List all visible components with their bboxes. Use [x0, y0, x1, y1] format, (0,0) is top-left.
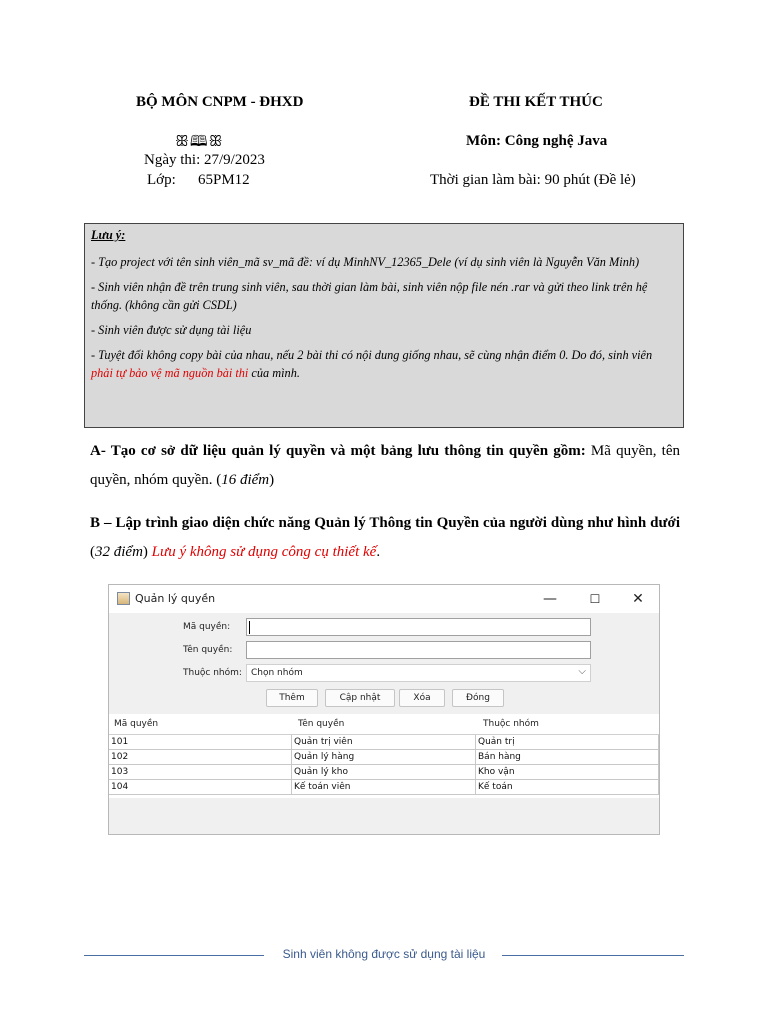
- column-header-ten-quyen[interactable]: Tên quyền: [298, 719, 345, 729]
- table-cell: Kế toán: [476, 780, 659, 795]
- section-a-close: ): [269, 472, 275, 488]
- chevron-down-icon: ⌵: [578, 666, 586, 677]
- ten-quyen-label: Tên quyền:: [183, 645, 233, 655]
- column-header-ma-quyen[interactable]: Mã quyền: [114, 719, 159, 729]
- thuoc-nhom-value: Chọn nhóm: [251, 668, 303, 678]
- them-button[interactable]: Thêm: [266, 689, 318, 707]
- column-header-thuoc-nhom[interactable]: Thuộc nhóm: [483, 719, 539, 729]
- note-item: - Sinh viên được sử dụng tài liệu: [91, 323, 252, 337]
- window-title: Quản lý quyền: [135, 592, 216, 605]
- section-b-points: 32 điểm: [95, 544, 143, 560]
- app-window: [108, 584, 660, 835]
- minimize-button[interactable]: —: [543, 591, 557, 607]
- table-cell: Kho vận: [476, 765, 659, 780]
- section-b-close: ): [142, 544, 148, 560]
- table-body: [109, 735, 659, 798]
- table-header: [109, 714, 659, 735]
- dong-button[interactable]: Đóng: [452, 689, 504, 707]
- table-cell: 103: [109, 765, 292, 780]
- section-a-points: 16 điểm: [221, 472, 270, 488]
- table-cell: 104: [109, 780, 292, 795]
- table-cell: Quản lý hàng: [292, 750, 476, 765]
- ten-quyen-input[interactable]: [246, 641, 591, 659]
- title-bar: [109, 585, 659, 613]
- quyen-table: [109, 714, 659, 834]
- section-a-bold: A- Tạo cơ sở dữ liệu quản lý quyền và một bảng lưu thông tin quyền gồm:: [90, 443, 586, 459]
- table-cell: Kế toán viên: [292, 780, 476, 795]
- department-title: BỘ MÔN CNPM - ĐHXD: [136, 94, 304, 110]
- table-cell: Quản trị viên: [292, 735, 476, 750]
- table-empty-area: [109, 798, 659, 834]
- section-b-red-note: Lưu ý không sử dụng công cụ thiết kế: [147, 544, 377, 560]
- thuoc-nhom-label: Thuộc nhóm:: [183, 668, 242, 678]
- table-row[interactable]: [109, 765, 659, 780]
- thuoc-nhom-select[interactable]: [246, 664, 591, 682]
- class-value: 65PM12: [198, 172, 250, 188]
- note-item-warning: [91, 346, 677, 382]
- section-b: [90, 509, 680, 567]
- exam-title: ĐỀ THI KẾT THÚC: [469, 94, 603, 110]
- note-item: - Sinh viên nhận đề trên trung sinh viên, sau thời gian làm bài, sinh viên nộp file nén .rar và gửi theo link trên hệ thống. (không cần gửi CSDL): [91, 280, 648, 312]
- ma-quyen-input[interactable]: [246, 618, 591, 636]
- section-b-open: (: [90, 544, 95, 560]
- section-a: [90, 437, 680, 495]
- table-cell: Bán hàng: [476, 750, 659, 765]
- footer-divider-right: [502, 955, 684, 956]
- table-cell: Quản trị: [476, 735, 659, 750]
- ornament-decoration: ꕥ🕮ꕥ: [175, 134, 224, 150]
- cap-nhat-button[interactable]: Cập nhật: [325, 689, 395, 707]
- table-row[interactable]: [109, 780, 659, 795]
- note-title: Lưu ý:: [91, 228, 126, 242]
- subject-title: Môn: Công nghệ Java: [466, 133, 608, 149]
- note-item: - Tạo project với tên sinh viên_mã sv_mã đề: ví dụ MinhNV_12365_Dele (ví dụ sinh viên là Nguyễn Văn Minh): [91, 255, 640, 269]
- note-warning-text: - Tuyệt đối không copy bài của nhau, nếu 2 bài thi có nội dung giống nhau, sẽ cùng nhận điểm 0. Do đó, sinh viên: [91, 348, 653, 362]
- table-cell: 101: [109, 735, 292, 750]
- xoa-button[interactable]: Xóa: [399, 689, 445, 707]
- java-app-icon: [117, 592, 130, 605]
- exam-duration: Thời gian làm bài: 90 phút (Đề lẻ): [430, 172, 636, 188]
- exam-date: Ngày thi: 27/9/2023: [144, 152, 265, 168]
- note-box: [84, 223, 684, 428]
- table-row[interactable]: [109, 735, 659, 750]
- note-warning-end: của mình.: [248, 366, 300, 380]
- table-cell: 102: [109, 750, 292, 765]
- close-button[interactable]: ✕: [632, 591, 644, 607]
- section-a-text: Mã quyền, tên quyền, nhóm quyền. (: [90, 443, 680, 488]
- table-row[interactable]: [109, 750, 659, 765]
- note-warning-red: phải tự bảo vệ mã nguồn bài thi: [91, 366, 249, 380]
- ma-quyen-label: Mã quyền:: [183, 622, 231, 632]
- maximize-button[interactable]: ☐: [589, 592, 601, 606]
- window-body: [109, 613, 659, 834]
- footer-text: Sinh viên không được sử dụng tài liệu: [282, 947, 486, 961]
- table-cell: Quản lý kho: [292, 765, 476, 780]
- class-label: Lớp:: [147, 172, 176, 188]
- section-b-bold: B – Lập trình giao diện chức năng Quản lý Thông tin Quyền của người dùng như hình dưới: [90, 515, 680, 531]
- text-caret: [249, 621, 250, 634]
- section-b-dot: .: [376, 544, 381, 560]
